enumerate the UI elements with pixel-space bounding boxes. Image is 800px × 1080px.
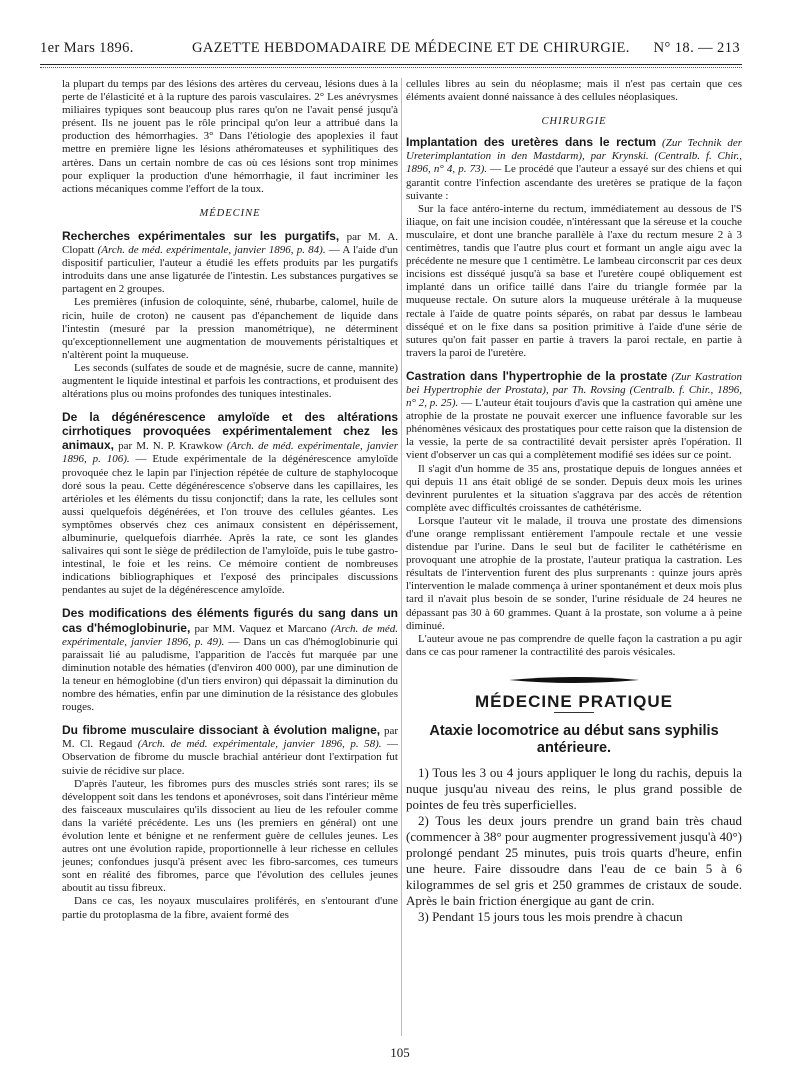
issue-number: N° 18. — 213 xyxy=(653,40,740,56)
section-medecine-pratique: MÉDECINE PRATIQUE xyxy=(474,691,674,711)
article-paragraph: D'après l'auteur, les fibromes purs des muscles striés sont rares; ils se développent soit dans les tendons et aponévroses, soit dans l'intérieur même des faisceaux musculaires qu'ils dissocient au lieu de les refouler comme dans la variété précédente. Les uns (les premiers en général) ont une évolution lente et bénigne et ne renferment guère de cellules jeunes. Les autres ont une évolution rapide, proportionnelle à leur richesse en cellules jeunes; confondues jusqu'à présent avec les fibro-sarcomes, ces tumeurs sont en réalité des fibromes, parce que l'évolution des cellules jeunes aboutit au tissu fibreux. xyxy=(62,777,398,895)
article-byline: par MM. Vaquez et Marcano xyxy=(194,622,327,635)
article-source: (Zur Technik der Ureterimplantation in den Mastdarm), par Krynski. (Centralb. f. Chir., 1896, n° 4, p. 73). xyxy=(406,137,742,176)
article-fibrome xyxy=(62,724,398,921)
article-paragraph: 2) Tous les deux jours prendre un grand bain très chaud (commencer à 38° pour augmenter progressivement jusqu'à 40°) prolongé pendant 25 minutes, puis trois quarts d'heure, enfin une heure. Faire dissoudre dans l'eau de ce bain 5 à 6 kilogrammes de sel gris et 250 grammes de cristaux de soude. Après le bain friction énergique au gant de crin. xyxy=(406,813,742,909)
article-title: Recherches expérimentales sur les purgatifs, xyxy=(62,228,340,243)
section-underline xyxy=(554,712,594,713)
article-uretere xyxy=(406,136,742,360)
article-castration xyxy=(406,370,742,659)
ornament-divider xyxy=(406,675,742,685)
article-paragraph: Les premières (infusion de coloquinte, séné, rhubarbe, calomel, huile de ricin, huile de croton) ne causent pas d'épanchement de liquide dans l'intestin (mesuré par la pression manométrique), ne déterminent qu'exceptionnellement une augmentation de mouvements péristaltiques et n'altèrent point la muqueuse. xyxy=(62,296,398,361)
article-paragraph: 3) Pendant 15 jours tous les mois prendre à chacun xyxy=(418,909,683,925)
ornament-rule-icon xyxy=(509,675,639,685)
article-body: — Observation de fibrome du muscle brachial antérieur dont l'extirpation fut suivie de récidive sur place. xyxy=(62,738,399,777)
right-column xyxy=(406,78,742,925)
article-paragraph: Sur la face antéro-interne du rectum, immédiatement au dessous de l'S iliaque, on fait une incision coudée, n'intéressant que la séreuse et la couche musculaire, et dont une branche parallèle à l'axe du rectum mesure 2 à 3 centimètres, tandis que l'autre plus court et formant un angle aigu avec la précédente ne mesure que 1 centimètre. Le lambeau circonscrit par ces deux incisions est disséqué jusqu'à sa base et l'uretère coupé obliquement est implanté dans un orifice taillé dans l'aire du triangle formée par la muqueuse rectale. On suture alors la muqueuse urétérale à la muqueuse rectale à l'aide de quatre points séparés, on rabat par dessus le lambeau disséqué et on le fixe dans sa position primitive à l'aide d'une série de sutures qu'on fait passer en partie à travers la paroi rectale, en partie à travers la paroi de l'uretère. xyxy=(406,202,742,359)
article-source: (Arch. de méd. expérimentale, janvier 1896, p. 49). xyxy=(62,622,399,648)
article-title: Des modifications des éléments figurés du sang dans un cas d'hémoglobinurie, xyxy=(62,606,398,635)
article-title: Implantation des uretères dans le rectum xyxy=(406,135,657,150)
article-amyloide xyxy=(62,411,398,597)
article-body: — A l'aide d'un dispositif particulier, l'auteur a étudié les effets produits par les purgatifs introduits dans une anse ligaturée de l'intestin. Les substances purgatives se partagent en 2 groupes. xyxy=(62,244,399,296)
left-column xyxy=(62,78,398,922)
article-title: De la dégénérescence amyloïde et des altérations cirrhotiques provoquées expérimentalement chez les animaux, xyxy=(62,410,398,453)
article-title: Du fibrome musculaire dissociant à évolution maligne, xyxy=(62,723,381,738)
article-title: Castration dans l'hypertrophie de la prostate xyxy=(406,368,668,383)
column-divider xyxy=(401,78,402,1036)
section-chirurgie: CHIRURGIE xyxy=(541,116,607,128)
article-byline: par M. A. Clopatt xyxy=(62,230,399,257)
article-byline: par M. Cl. Regaud xyxy=(62,725,399,751)
article-paragraph: Les seconds (sulfates de soude et de magnésie, sucre de canne, mannite) augmentent le liquide intestinal et parfois les contractions, et produisent des altérations plus ou moins profondes des tuniques intestinales. xyxy=(62,361,398,401)
article-paragraph: L'auteur avoue ne pas comprendre de quelle façon la castration a pu agir dans ce cas pour ramener la contractilité des parois vésicales. xyxy=(406,632,742,658)
article-body: — Etude expérimentale de la dégénérescence amyloïde provoquée chez le lapin par l'injection répétée de culture de staphylocoque doré sous la peau. Cette dégénérescence s'observe dans les capillaires, les artérioles et les éléments du tissu conjonctif; dans la rate, les cellules sont aussi quelquefois dégénérées, et l'on trouve des cellules géantes. Les symptômes observés chez ces animaux consistent en dépérissement, albuminurie, quelquefois diarrhée. Après la rate, ce sont les glandes salivaires qui sont le siège de prédilection de l'amyloïde, puis le tube gastro-intestinal, le foie et les reins. Ce mémoire contient de nombreuses indications bibliographiques et l'exposé des principales discussions pendantes au sujet de la dégénérescence amyloïde. xyxy=(62,453,398,597)
article-byline: par M. N. P. Krawkow xyxy=(118,440,223,453)
article-ataxie xyxy=(406,765,742,925)
article-hemoglobinurie xyxy=(62,607,398,714)
article-purgatifs xyxy=(62,230,398,401)
section-medecine: MÉDECINE xyxy=(199,207,261,219)
article-paragraph: Dans ce cas, les noyaux musculaires proliférés, en s'entourant d'une partie du protoplasma de la fibre, avaient formé des xyxy=(62,895,398,921)
article-source: (Arch. de méd. expérimentale, janvier 1896, p. 106). xyxy=(62,440,399,466)
article-source: (Arch. de méd. expérimentale, janvier 1896, p. 58). xyxy=(137,738,382,751)
running-header xyxy=(40,40,740,60)
article-body: — Le procédé que l'auteur a essayé sur des chiens et qui garantit contre l'infection ascendante des uretères se pratique de la façon suivante : xyxy=(406,163,742,202)
article-body: — Dans un cas d'hémoglobinurie qui paraissait lié au paludisme, l'apparition de l'accès fut marquée par une diminution notable des hématies (d'environ 400 000), par une diminution de la teneur en hémoglobine (d'un tiers environ) qui dépassait la diminution du nombre des hématies, enfin par une diminution de la résistance des globules rouges. xyxy=(62,635,398,714)
article-title-ataxie: Ataxie locomotrice au début sans syphilis antérieure. xyxy=(429,723,719,757)
continued-text: cellules libres au sein du néoplasme; mais il n'est pas certain que ces éléments avaient donné naissance à des cellules néoplasiques. xyxy=(406,78,742,104)
header-date: 1er Mars 1896. xyxy=(40,40,134,56)
article-paragraph: Il s'agit d'un homme de 35 ans, prostatique depuis de longues années et qui depuis 11 ans était obligé de se sonder. Depuis deux mois les urines devinrent purulentes et la situation s'aggrava par des accès de rétention complète avec difficultés croissantes de cathétérisme. xyxy=(406,462,742,514)
article-paragraph: 1) Tous les 3 ou 4 jours appliquer le long du rachis, depuis la nuque jusqu'au niveau des reins, le plus grand possible de pointes de feu très superficielles. xyxy=(406,765,742,813)
article-paragraph: Lorsque l'auteur vit le malade, il trouva une prostate des dimensions d'une orange remplissant entièrement l'ampoule rectale et une vessie distendue par l'urine. Dans le seul but de faciliter le cathétérisme en provoquant une atrophie de la prostate, l'auteur pratiqua la castration. Les résultats de l'intervention furent des plus surprenants : quinze jours après l'intervention le malade commença à uriner spontanément et deux mois plus tard il n'avait plus besoin de se sonder, l'urine résiduale de 24 heures ne dépassant pas 30 à 60 grammes. Quant à la prostate, son volume a à peine diminué. xyxy=(406,514,742,632)
journal-title: GAZETTE HEBDOMADAIRE DE MÉDECINE ET DE CHIRURGIE. xyxy=(192,40,630,56)
article-source: (Arch. de méd. expérimentale, janvier 1896, p. 84). xyxy=(97,244,326,257)
article-body: — L'auteur était toujours d'avis que la castration qui amène une atrophie de la prostate ne pouvait exercer une influence favorable sur les phénomènes vésicaux des prostatiques pour cette raison que la distension de la vessie, la perte de sa contractilité devait persister après l'opération. Il vient d'observer un cas qui a complètement modifié ses idées sur ce point. xyxy=(406,397,742,462)
article-source: (Zur Kastration bei Hypertrophie der Prostata), par Th. Rovsing (Centralb. f. Chir., 1896, n° 2, p. 25). xyxy=(406,370,743,410)
header-rule xyxy=(40,64,742,65)
header-rule-dotted xyxy=(40,67,742,68)
continued-text: la plupart du temps par des lésions des artères du cerveau, lésions dues à la perte de l'élasticité et à la rupture des parois vasculaires. 2° Les anévrysmes miliaires typiques sont beaucoup plus rares qu'on ne l'avait pensé jusqu'à présent. Ils ne jouent pas le rôle principal qu'on leur a attribué dans la production des hémorrhagies. 3° Dans l'étiologie des apoplexies il faut mettre en première ligne les lésions athéromateuses et syphilitiques des artères. Dans un certain nombre de cas où ces lésions sont trop minimes pour expliquer la production d'une hémorrhagie, il faut incriminer les actions mécaniques comme l'effort de la toux. xyxy=(62,78,398,195)
page-number: 105 xyxy=(390,1045,410,1060)
